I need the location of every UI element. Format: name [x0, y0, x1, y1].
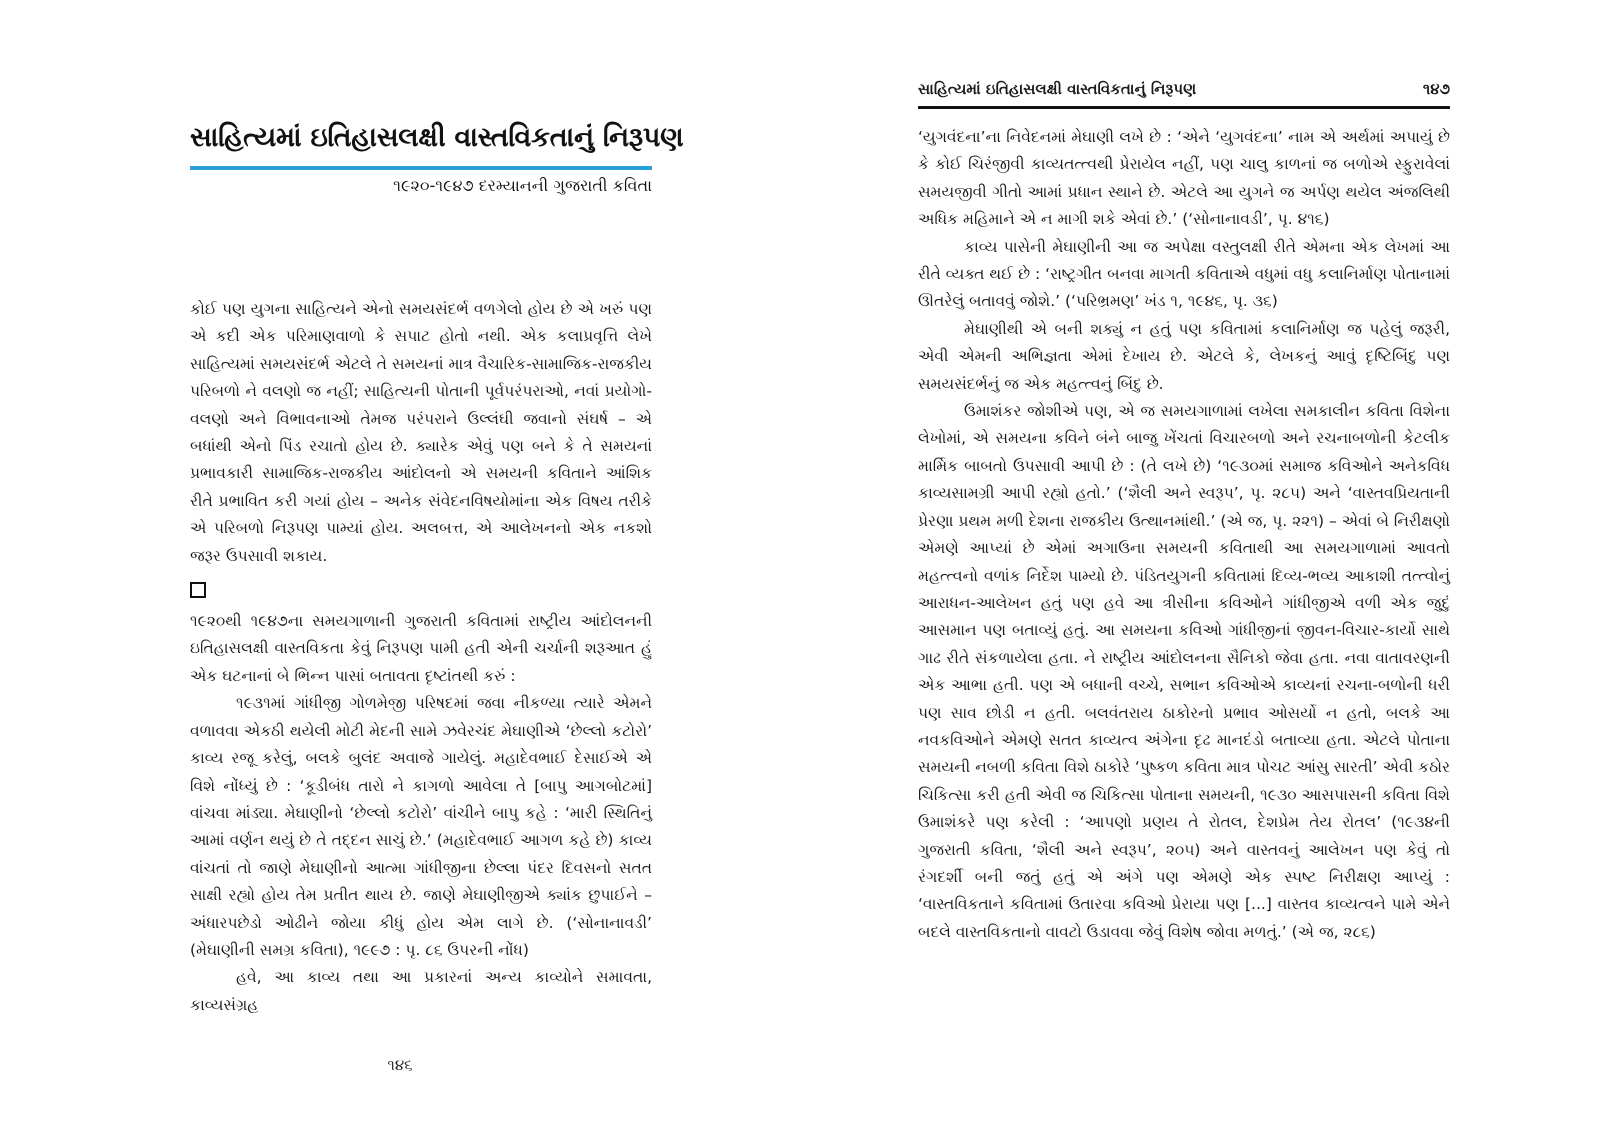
left-paragraph-4: હવે, આ કાવ્ય તથા આ પ્રકારનાં અન્ય કાવ્યોને સમાવતા, કાવ્યસંગ્રહ	[190, 968, 652, 1014]
page-number-right: ૧૪૭	[1422, 80, 1450, 98]
right-paragraph-1: ‘યુગવંદના’ના નિવેદનમાં મેઘાણી લખે છે : ‘એને ‘યુગવંદના’ નામ એ અર્થમાં અપાયું છે કે કોઈ ચિરંજીવી કાવ્યતત્ત્વથી પ્રેરાયેલ નહીં, પણ ચાલુ કાળનાં જ બળોએ સ્ફુરાવેલાં સમયજીવી ગીતો આમાં પ્રધાન સ્થાને છે. એટલે આ યુગને જ અર્પણ થયેલ અંજલિથી અધિક મહિમાને એ ન માગી શકે એવાં છે.’ (‘સોનાનાવડી’, પૃ. ૪૧૬)	[918, 128, 1450, 229]
running-head	[918, 80, 1450, 100]
right-page	[800, 0, 1600, 1131]
chapter-subtitle: ૧૯૨૦-૧૯૪૭ દરમ્યાનની ગુજરાતી કવિતા	[393, 176, 652, 195]
left-text-column	[190, 296, 652, 1019]
running-head-title: સાહિત્યમાં ઇતિહાસલક્ષી વાસ્તવિકતાનું નિરૂપણ	[918, 80, 1197, 98]
running-head-rule	[918, 106, 1450, 109]
left-paragraph-2: ૧૯૨૦થી ૧૯૪૭ના સમયગાળાની ગુજરાતી કવિતામાં રાષ્ટ્રીય આંદોલનની ઇતિહાસલક્ષી વાસ્તવિકતા કેવું નિરૂપણ પામી હતી એની ચર્ચાની શરૂઆત હું એક ઘટનાનાં બે ભિન્ન પાસાં બતાવતા દૃષ્ટાંતથી કરું :	[190, 612, 652, 685]
right-paragraph-2: કાવ્ય પાસેની મેઘાણીની આ જ અપેક્ષા વસ્તુલક્ષી રીતે એમના એક લેખમાં આ રીતે વ્યક્ત થઈ છે : ‘રાષ્ટ્રગીત બનવા માગતી કવિતાએ વધુમાં વધુ કલાનિર્માણ પોતાનામાં ઊતરેલું બતાવવું જોશે.’ (‘પરિભ્રમણ’ ખંડ ૧, ૧૯૪૬, પૃ. ૩૬)	[918, 237, 1450, 311]
page-number-left: ૧૪૬	[387, 1056, 413, 1074]
left-paragraph-3: ૧૯૩૧માં ગાંધીજી ગોળમેજી પરિષદમાં જવા નીકળ્યા ત્યારે એમને વળાવવા એકઠી થયેલી મોટી મેદની સામે ઝવેરચંદ મેઘાણીએ ‘છેલ્લો કટોરો’ કાવ્ય રજૂ કરેલું, બલકે બુલંદ અવાજે ગાયેલું. મહાદેવભાઈ દેસાઈએ એ વિશે નોંધ્યું છે : ‘કૂડીબંધ તારો ને કાગળો આવેલા તે [બાપુ આગબોટમાં] વાંચવા માંડ્યા. મેઘાણીનો ‘છેલ્લો કટોરો’ વાંચીને બાપુ કહે : ‘મારી સ્થિતિનું આમાં વર્ણન થયું છે તે તદ્દન સાચું છે.’ (મહાદેવભાઈ આગળ કહે છે) કાવ્ય વાંચતાં તો જાણે મેઘાણીનો આત્મા ગાંધીજીના છેલ્લા પંદર દિવસનો સતત સાક્ષી રહ્યો હોય તેમ પ્રતીત થાય છે. જાણે મેઘાણીજીએ ક્યાંક છુપાઈને – અંધારપછેડો ઓઢીને જોયા કીધું હોય એમ લાગે છે. (‘સોનાનાવડી’ (મેઘાણીની સમગ્ર કવિતા), ૧૯૯૭ : પૃ. ૮૬ ઉપરની નોંધ)	[190, 694, 652, 959]
section-break-box-icon	[190, 582, 206, 598]
title-underline	[190, 166, 652, 170]
chapter-title: સાહિત્યમાં ઇતિહાસલક્ષી વાસ્તવિકતાનું નિરૂપણ	[190, 122, 684, 153]
right-paragraph-4: ઉમાશંકર જોશીએ પણ, એ જ સમયગાળામાં લખેલા સમકાલીન કવિતા વિશેના લેખોમાં, એ સમયના કવિને બંને બાજુ ખેંચતાં વિચારબળો અને રચનાબળોની કેટલીક માર્મિક બાબતો ઉપસાવી આપી છે : (તે લખે છે) ‘૧૯૩૦માં સમાજ કવિઓને અનેકવિધ કાવ્યસામગ્રી આપી રહ્યો હતો.’ (‘શૈલી અને સ્વરૂપ’, પૃ. ૨૮૫) અને ‘વાસ્તવપ્રિયતાની પ્રેરણા પ્રથમ મળી દેશના રાજકીય ઉત્થાનમાંથી.’ (એ જ, પૃ. ૨૨૧) – એવાં બે નિરીક્ષણો એમણે આપ્યાં છે એમાં અગાઉના સમયની કવિતાથી આ સમયગાળામાં આવતો મહત્ત્વનો વળાંક નિર્દેશ પામ્યો છે. પંડિતયુગની કવિતામાં દિવ્ય-ભવ્ય આકાશી તત્ત્વોનું આરાધન-આલેખન હતું પણ હવે આ ત્રીસીના કવિઓને ગાંધીજીએ વળી એક જુદું આસમાન પણ બતાવ્યું હતું. આ સમયના કવિઓ ગાંધીજીનાં જીવન-વિચાર-કાર્યો સાથે ગાઢ રીતે સંકળાયેલા હતા. ને રાષ્ટ્રીય આંદોલનના સૈનિકો જેવા હતા. નવા વાતાવરણની એક આભા હતી. પણ એ બધાની વચ્ચે, સભાન કવિઓએ કાવ્યનાં રચના-બળોની ધરી પણ સાવ છોડી ન હતી. બલવંતરાય ઠાકોરનો પ્રભાવ ઓસર્યો ન હતો, બલકે આ નવકવિઓને એમણે સતત કાવ્યત્વ અંગેના દૃઢ માનદંડો બતાવ્યા હતા. એટલે પોતાના સમયની નબળી કવિતા વિશે ઠાકોરે ‘પુષ્કળ કવિતા માત્ર પોચટ આંસુ સારતી’ એવી કઠોર ચિકિત્સા કરી હતી એવી જ ચિકિત્સા પોતાના સમયની, ૧૯૩૦ આસપાસની કવિતા વિશે ઉમાશંકરે પણ કરેલી : ‘આપણો પ્રણય તે રોતલ, દેશપ્રેમ તેય રોતલ’ (૧૯૩૪ની ગુજરાતી કવિતા, ‘શૈલી અને સ્વરૂપ’, ૨૦૫) અને વાસ્તવનું આલેખન પણ કેવું તો રંગદર્શી બની જતું હતું એ અંગે પણ એમણે એક સ્પષ્ટ નિરીક્ષણ આપ્યું : ‘વાસ્તવિકતાને કવિતામાં ઉતારવા કવિઓ પ્રેરાયા પણ [...] વાસ્તવ કાવ્યત્વને પામે એને બદલે વાસ્તવિકતાનો વાવટો ઉડાવવા જેવું વિશેષ જોવા મળતું.’ (એ જ, ૨૮૬)	[918, 402, 1450, 941]
right-paragraph-3: મેઘાણીથી એ બની શક્યું ન હતું પણ કવિતામાં કલાનિર્માણ જ પહેલું જરૂરી, એવી એમની અભિજ્ઞતા એમાં દેખાય છે. એટલે કે, લેખકનું આવું દૃષ્ટિબિંદુ પણ સમયસંદર્ભનું જ એક મહત્ત્વનું બિંદુ છે.	[918, 319, 1450, 393]
left-paragraph-1: કોઈ પણ યુગના સાહિત્યને એનો સમયસંદર્ભ વળગેલો હોય છે એ ખરું પણ એ કદી એક પરિમાણવાળો કે સપાટ હોતો નથી. એક કલાપ્રવૃત્તિ લેખે સાહિત્યમાં સમયસંદર્ભ એટલે તે સમયનાં માત્ર વૈચારિક-સામાજિક-રાજકીય પરિબળો ને વલણો જ નહીં; સાહિત્યની પોતાની પૂર્વપરંપરાઓ, નવાં પ્રયોગો-વલણો અને વિભાવનાઓ તેમજ પરંપરાને ઉલ્લંઘી જવાનો સંઘર્ષ – એ બધાંથી એનો પિંડ રચાતો હોય છે. ક્યારેક એવું પણ બને કે તે સમયનાં પ્રભાવકારી સામાજિક-રાજકીય આંદોલનો એ સમયની કવિતાને આંશિક રીતે પ્રભાવિત કરી ગયાં હોય – અનેક સંવેદનવિષયોમાંના એક વિષય તરીકે એ પરિબળો નિરૂપણ પામ્યાં હોય. અલબત્ત, એ આલેખનનો એક નકશો જરૂર ઉપસાવી શકાય.	[190, 300, 652, 565]
right-text-column	[918, 124, 1450, 946]
